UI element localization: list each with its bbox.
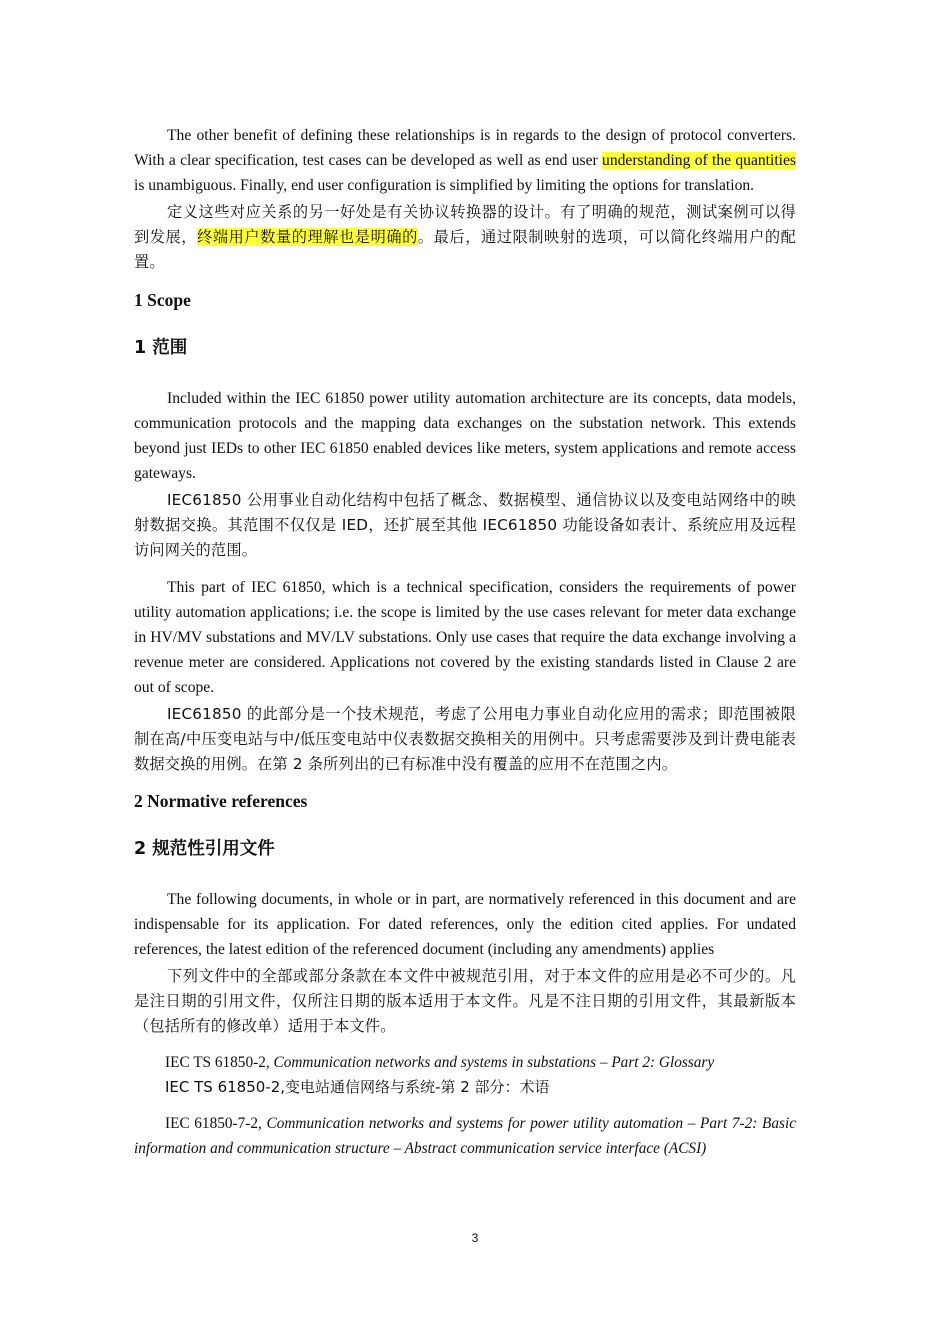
intro-highlight-cn: 终端用户数量的理解也是明确的 [197,228,418,246]
document-page [134,123,796,1161]
scope-paragraph1-en: Included within the IEC 61850 power utility automation architecture are its concepts, data models, communication protocols and the mapping data exchanges on the substation network. This extends beyond just IEDs to other IEC 61850 enabled devices like meters, system applications and remote access gateways. [134,390,796,482]
scope-paragraph2-cn: IEC61850 的此部分是一个技术规范，考虑了公用电力事业自动化应用的需求；即范围被限制在高/中压变电站与中/低压变电站中仪表数据交换相关的用例中。只考虑需要涉及到计费电能表数据交换的用例。在第 2 条所列出的已有标准中没有覆盖的应用不在范围之内。 [134,705,796,773]
reference-id: IEC 61850-7-2, [165,1115,262,1132]
reference-item-cn: IEC TS 61850-2,变电站通信网络与系统-第 2 部分：术语 [165,1078,550,1096]
intro-cn-before: 定义这些对应关系的另一好处是有关协议转换器的设计。有了明确的规范，测试案例可以得到发展， [134,203,796,246]
intro-highlight-en: understanding of the quantities [602,152,796,169]
reference-item [134,1050,796,1075]
intro-text-before: The other benefit of defining these relationships is in regards to the design of protocol converters. With a clear specification, test cases can be developed as well as end user [134,127,796,169]
heading-normative-cn: 2 规范性引用文件 [134,839,275,859]
heading-scope-en: 1 Scope [134,290,191,310]
normative-paragraph-cn: 下列文件中的全部或部分条款在本文件中被规范引用，对于本文件的应用是必不可少的。凡是注日期的引用文件，仅所注日期的版本适用于本文件。凡是不注日期的引用文件，其最新版本（包括所有的修改单）适用于本文件。 [134,967,796,1035]
reference-title: Communication networks and systems in substations – Part 2: Glossary [273,1054,715,1071]
reference-item [134,1111,796,1161]
intro-paragraph-en [134,123,796,198]
intro-cn-after: 。最后，通过限制映射的选项，可以简化终端用户的配置。 [134,228,796,271]
reference-title: Communication networks and systems for power utility automation – Part 7-2: Basic information and communication structure – Abstract communication service interface (ACSI) [134,1115,796,1157]
heading-scope-cn: 1 范围 [134,338,188,358]
scope-paragraph2-en: This part of IEC 61850, which is a technical specification, considers the requirements of power utility automation applications; i.e. the scope is limited by the use cases relevant for meter data exchange in HV/MV substations and MV/LV substations. Only use cases that require the data exchange involving a revenue meter are considered. Applications not covered by the existing standards listed in Clause 2 are out of scope. [134,579,796,696]
heading-normative-en: 2 Normative references [134,791,308,811]
intro-text-after: is unambiguous. Finally, end user configuration is simplified by limiting the options for translation. [134,177,755,194]
scope-paragraph1-cn: IEC61850 公用事业自动化结构中包括了概念、数据模型、通信协议以及变电站网络中的映射数据交换。其范围不仅仅是 IED，还扩展至其他 IEC61850 功能设备如表计、系统应用及远程访问网关的范围。 [134,491,796,559]
intro-paragraph-cn [134,200,796,275]
page-number: 3 [471,1231,479,1245]
normative-paragraph-en: The following documents, in whole or in part, are normatively referenced in this document and are indispensable for its application. For dated references, only the edition cited applies. For undated references, the latest edition of the referenced document (including any amendments) applies [134,891,796,958]
reference-id: IEC TS 61850-2, [165,1054,270,1071]
